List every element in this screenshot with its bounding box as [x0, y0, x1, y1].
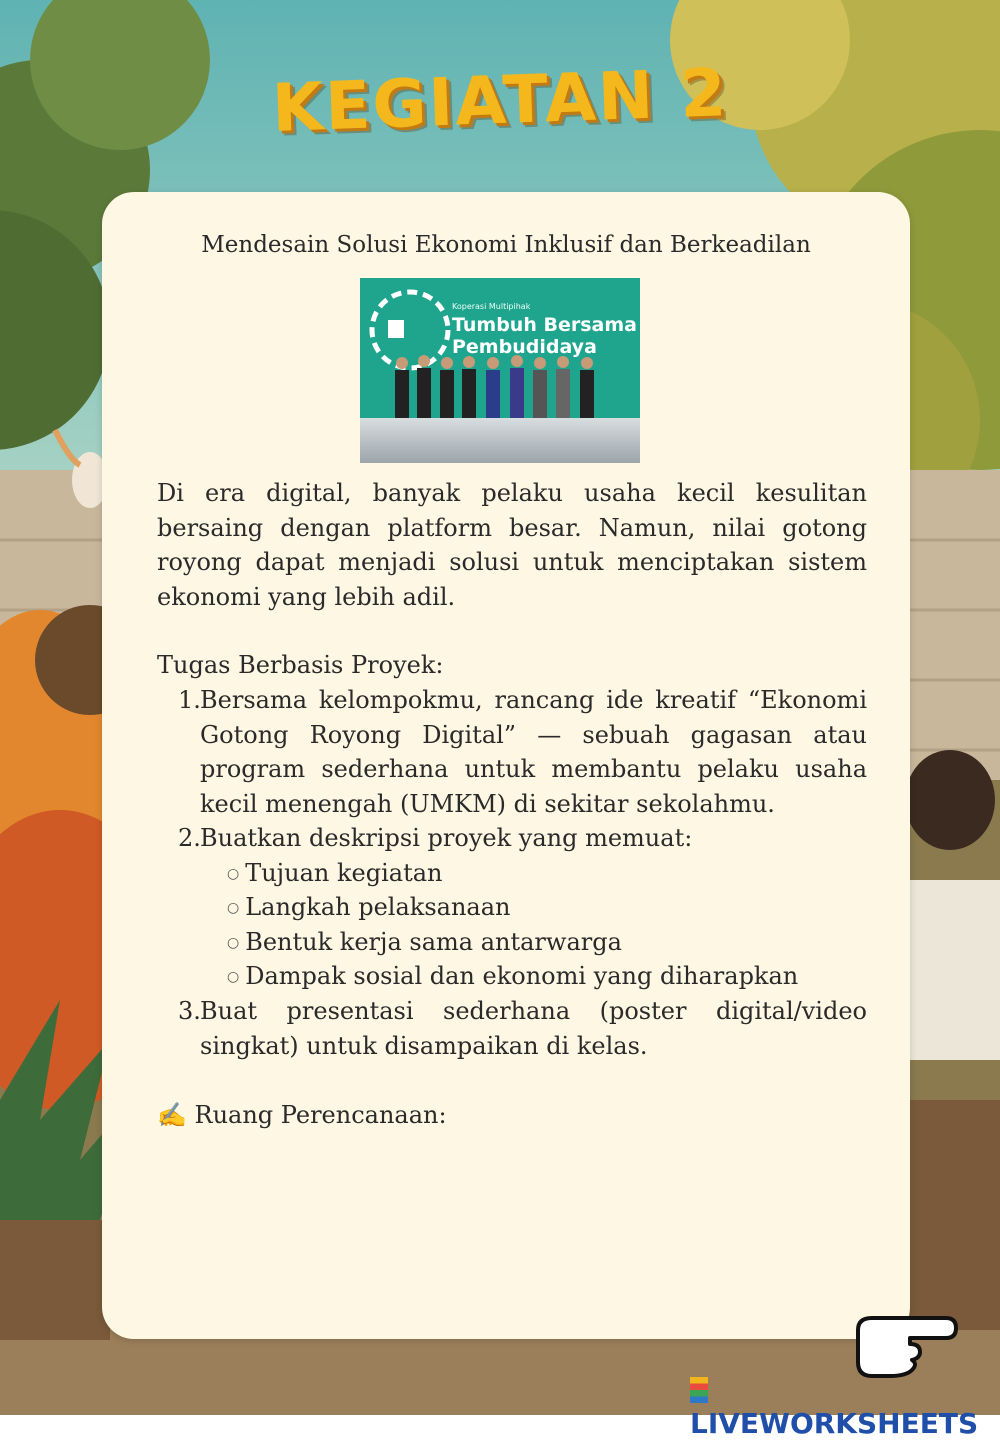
subpoint-item [227, 959, 798, 995]
bullet-icon: ○ [227, 866, 240, 882]
event-photo [360, 278, 640, 463]
bullet-icon: ○ [227, 935, 240, 951]
subpoint-text: Langkah pelaksanaan [245, 893, 511, 921]
photo-stage [360, 418, 640, 463]
task-item-3 [178, 994, 867, 1063]
content-card [102, 192, 910, 1339]
task-text: Buat presentasi sederhana (poster digital/video singkat) untuk disampaikan di kelas. [200, 997, 867, 1060]
liveworksheets-logo[interactable] [690, 1374, 1000, 1440]
photo-caption-line1: Tumbuh Bersama [452, 314, 637, 336]
subpoint-text: Tujuan kegiatan [245, 859, 443, 887]
brand-text: LIVEWORKSHEETS [690, 1407, 979, 1440]
activity-subtitle: Mendesain Solusi Ekonomi Inklusif dan Berkeadilan [201, 232, 811, 258]
page-heading: KEGIATAN 2 [270, 54, 730, 147]
task-item-1 [178, 683, 867, 821]
task-number: 2. [178, 824, 201, 852]
planning-label: ✍ Ruang Perencanaan: [157, 1101, 447, 1129]
pointing-hand-icon[interactable] [850, 1310, 960, 1380]
subpoint-text: Bentuk kerja sama antarwarga [245, 928, 622, 956]
photo-caption-big [452, 314, 637, 358]
photo-caption-line2: Pembudidaya [452, 336, 597, 358]
bullet-icon: ○ [227, 969, 240, 985]
task-number: 1. [178, 686, 201, 714]
task-heading: Tugas Berbasis Proyek: [157, 651, 444, 679]
photo-caption-small: Koperasi Multipihak [452, 302, 531, 311]
bullet-icon: ○ [227, 900, 240, 916]
task-number: 3. [178, 997, 201, 1025]
liveworksheets-icon [690, 1377, 708, 1403]
task-item-2 [178, 821, 867, 856]
subpoint-text: Dampak sosial dan ekonomi yang diharapkan [245, 962, 799, 990]
subpoint-item [227, 890, 510, 926]
task-text: Bersama kelompokmu, rancang ide kreatif “Ekonomi Gotong Royong Digital” — sebuah gagasan atau program sederhana untuk membantu pelaku usaha kecil menengah (UMKM) di sekitar sekolahmu. [200, 686, 867, 818]
subpoint-item [227, 925, 622, 961]
task-text: Buatkan deskripsi proyek yang memuat: [200, 824, 693, 852]
intro-paragraph: Di era digital, banyak pelaku usaha kecil kesulitan bersaing dengan platform besar. Namun, nilai gotong royong dapat menjadi solusi untuk menciptakan sistem ekonomi yang lebih adil. [157, 479, 867, 611]
subpoint-item [227, 856, 442, 892]
